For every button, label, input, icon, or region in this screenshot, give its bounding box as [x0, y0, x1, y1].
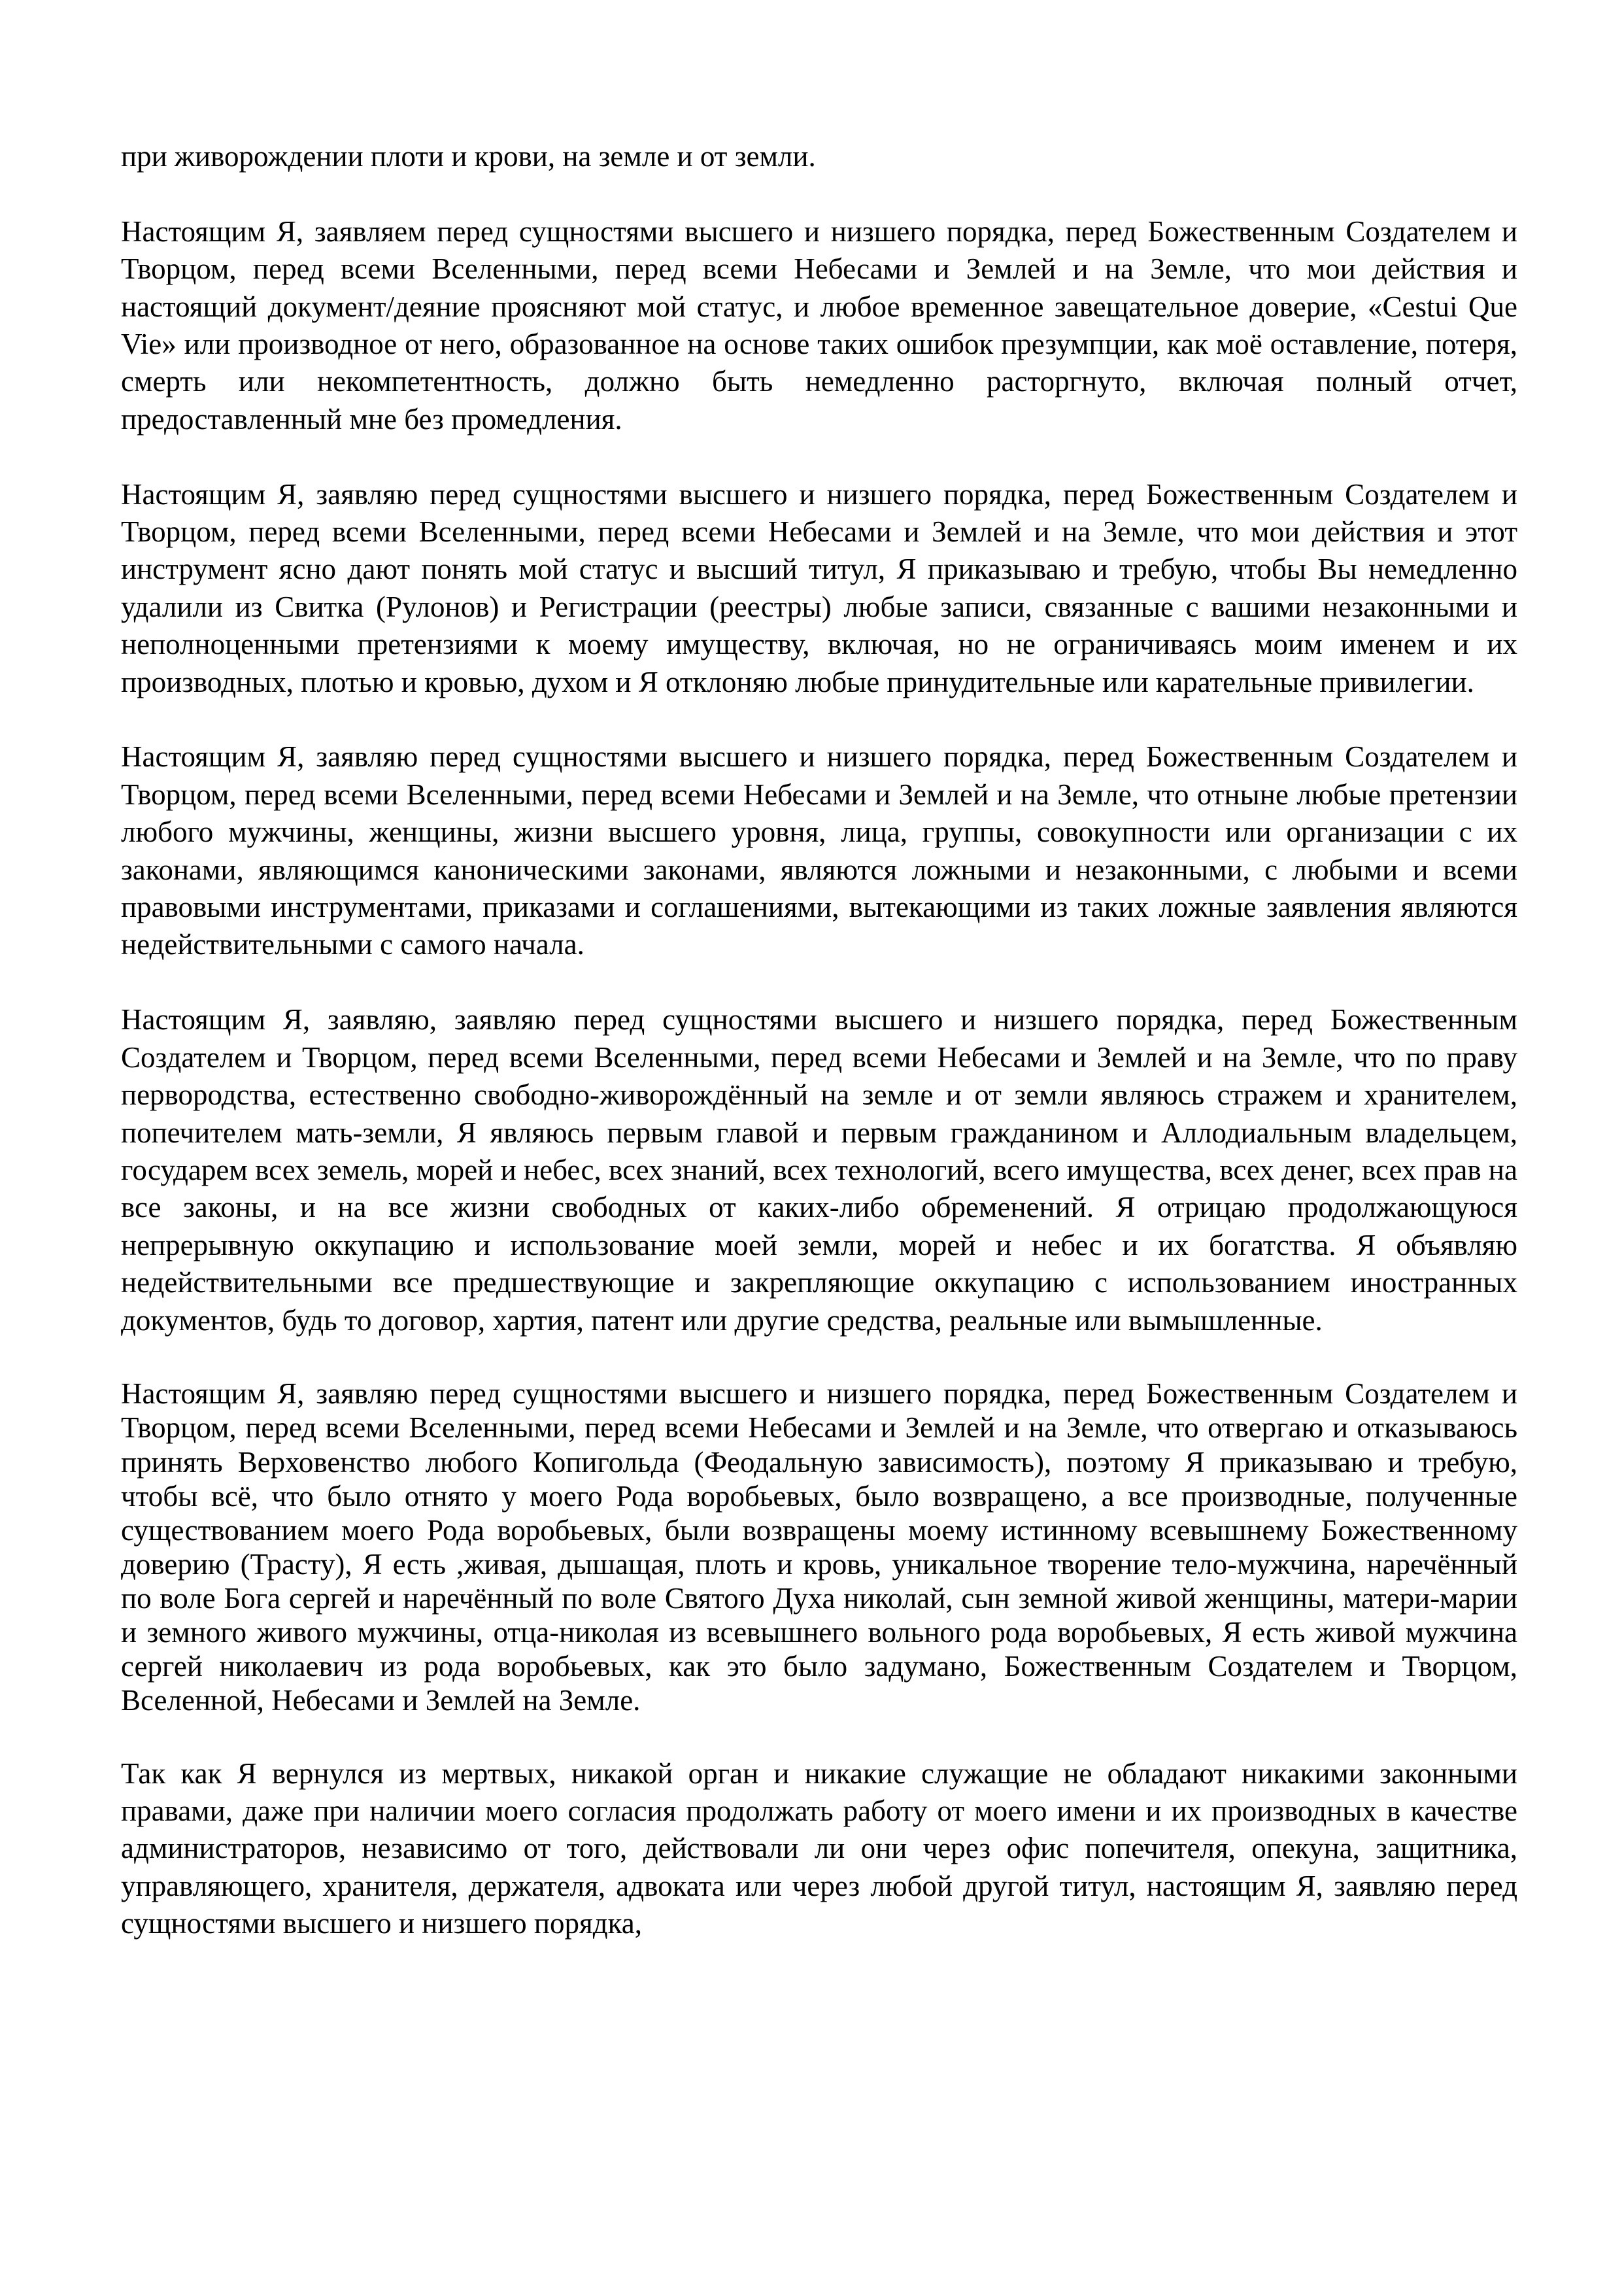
paragraph-birthright: Настоящим Я, заявляю, заявляю перед сущностями высшего и низшего порядка, перед Божественным Создателем и Творцом, перед всеми Вселенными, перед всеми Небесами и Землей и на Земле, что по праву первородства, естественно свободно-живорождённый на земле и от земли являюсь стражем и хранителем, попечителем мать-земли, Я являюсь первым главой и первым гражданином и Аллодиальным владельцем, государем всех земель, морей и небес, всех знаний, всех технологий, всего имущества, всех денег, всех прав на все законы, и на все жизни свободных от каких-либо обременений. Я отрицаю продолжающуюся непрерывную оккупацию и использование моей земли, морей и небес и их богатства. Я объявляю недействительными все предшествующие и закрепляющие оккупацию с использованием иностранных документов, будь то договор, хартия, патент или другие средства, реальные или вымышленные.: [121, 1003, 1517, 1337]
paragraph-remove-records: Настоящим Я, заявляю перед сущностями высшего и низшего порядка, перед Божественным Создателем и Творцом, перед всеми Вселенными, перед всеми Небесами и Землей и на Земле, что мои действия и этот инструмент ясно дают понять мой статус и высший титул, Я приказываю и требую, чтобы Вы немедленно удалили из Свитка (Рулонов) и Регистрации (реестры) любые записи, связанные с вашими незаконными и неполноценными претензиями к моему имуществу, включая, но не ограничиваясь моим именем и их производных, плотью и кровью, духом и Я отклоняю любые принудительные или карательные привилегии.: [121, 477, 1517, 698]
document-body: [121, 138, 1517, 1943]
paragraph-cestui-que-vie: Настоящим Я, заявляем перед сущностями высшего и низшего порядка, перед Божественным Создателем и Творцом, перед всеми Вселенными, перед всеми Небесами и Землей и на Земле, что мои действия и настоящий документ/деяние проясняют мой статус, и любое временное завещательное доверие, «Cestui Que Vie» или производное от него, образованное на основе таких ошибок презумпции, как моё оставление, потеря, смерть или некомпетентность, должно быть немедленно расторгнуто, включая полный отчет, предоставленный мне без промедления.: [121, 214, 1517, 436]
paragraph-continuation: при живорождении плоти и крови, на земле и от земли.: [121, 140, 816, 173]
paragraph-returned-from-dead: Так как Я вернулся из мертвых, никакой орган и никакие служащие не обладают никакими законными правами, даже при наличии моего согласия продолжать работу от моего имени и их производных в качестве администраторов, независимо от того, действовали ли они через офис попечителя, опекуна, защитника, управляющего, хранителя, держателя, адвоката или через любой другой титул, настоящим Я, заявляю перед сущностями высшего и низшего порядка,: [121, 1756, 1517, 1940]
paragraph-copyhold: Настоящим Я, заявляю перед сущностями высшего и низшего порядка, перед Божественным Создателем и Творцом, перед всеми Вселенными, перед всеми Небесами и Землей и на Земле, что отвергаю и отказываюсь принять Верховенство любого Копигольда (Феодальную зависимость), поэтому Я приказываю и требую, чтобы всё, что было отнято у моего Рода воробьевых, было возвращено, а все производные, полученные существованием моего Рода воробьевых, были возвращены моему истинному всевышнему Божественному доверию (Трасту), Я есть ,живая, дышащая, плоть и кровь, уникальное творение тело-мужчина, наречённый по воле Бога сергей и наречённый по воле Святого Духа николай, сын земной живой женщины, матери-марии и земного живого мужчины, отца-николая из всевышнего вольного рода воробьевых, Я есть живой мужчина сергей николаевич из рода воробьевых, как это было задумано, Божественным Создателем и Творцом, Вселенной, Небесами и Землей на Земле.: [121, 1377, 1517, 1717]
paragraph-false-claims: Настоящим Я, заявляю перед сущностями высшего и низшего порядка, перед Божественным Создателем и Творцом, перед всеми Вселенными, перед всеми Небесами и Землей и на Земле, что отныне любые претензии любого мужчины, женщины, жизни высшего уровня, лица, группы, совокупности или организации с их законами, являющимся каноническими законами, являются ложными и незаконными, с любыми и всеми правовыми инструментами, приказами и соглашениями, вытекающими из таких ложные заявления являются недействительными с самого начала.: [121, 740, 1517, 961]
